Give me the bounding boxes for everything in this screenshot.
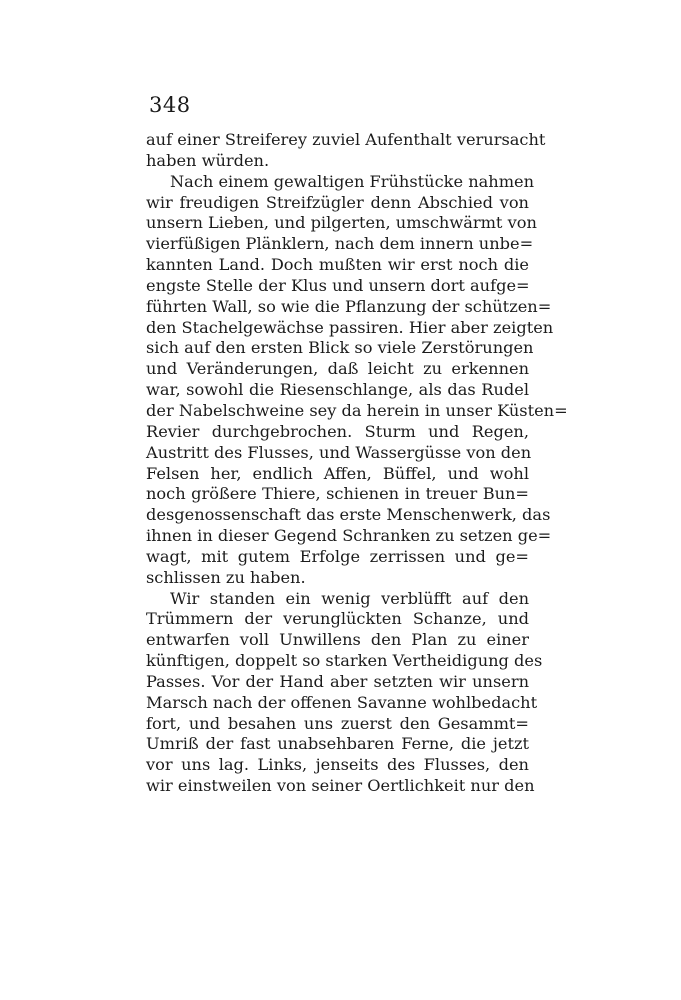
text-line: sich auf den ersten Blick so viele Zerstörungen <box>146 338 534 358</box>
text-line: kannten Land. Doch mußten wir erst noch die <box>146 255 529 275</box>
text-line: entwarfen voll Unwillens den Plan zu einer <box>146 630 529 650</box>
text-line: Marsch nach der offenen Savanne wohlbedacht <box>146 692 538 712</box>
text-line: Felsen her, endlich Affen, Büffel, und wohl <box>146 463 529 483</box>
text-line: war, sowohl die Riesenschlange, als das Rudel <box>146 380 529 400</box>
text-line: führten Wall, so wie die Pflanzung der schützen= <box>146 296 552 316</box>
text-line: haben würden. <box>146 150 270 170</box>
text-line: wagt, mit gutem Erfolge zerrissen und ge= <box>146 546 529 566</box>
text-line: engste Stelle der Klus und unsern dort aufge= <box>146 275 530 295</box>
text-line: unsern Lieben, und pilgerten, umschwärmt von <box>146 213 537 233</box>
text-line: Umriß der fast unabsehbaren Ferne, die jetzt <box>146 734 529 754</box>
page-number: 348 <box>149 93 191 117</box>
text-line: ihnen in dieser Gegend Schranken zu setzen ge= <box>146 526 552 546</box>
text-line: wir freudigen Streifzügler denn Abschied von <box>146 192 529 212</box>
body-text <box>146 130 568 797</box>
text-line: vor uns lag. Links, jenseits des Flusses, den <box>146 755 529 775</box>
text-line: wir einstweilen von seiner Oertlichkeit nur den <box>146 776 535 796</box>
text-line: Trümmern der verunglückten Schanze, und <box>146 609 529 629</box>
text-line: auf einer Streiferey zuviel Aufenthalt verursacht <box>146 130 546 149</box>
text-line: fort, und besahen uns zuerst den Gesammt= <box>146 713 529 733</box>
text-line: und Veränderungen, daß leicht zu erkennen <box>146 359 529 379</box>
text-line: künftigen, doppelt so starken Vertheidigung des <box>146 651 543 671</box>
text-line: Wir standen ein wenig verblüfft auf den <box>170 588 529 608</box>
text-line: Revier durchgebrochen. Sturm und Regen, <box>146 421 529 441</box>
text-line: Passes. Vor der Hand aber setzten wir unsern <box>146 671 529 691</box>
text-line: vierfüßigen Plänklern, nach dem innern unbe= <box>146 234 534 254</box>
text-line: Austritt des Flusses, und Wassergüsse von den <box>146 442 532 462</box>
text-line: schlissen zu haben. <box>146 567 306 587</box>
text-line: desgenossenschaft das erste Menschenwerk, das <box>146 505 551 525</box>
text-line: der Nabelschweine sey da herein in unser Küsten= <box>146 400 568 420</box>
text-line: Nach einem gewaltigen Frühstücke nahmen <box>170 171 535 191</box>
text-line: noch größere Thiere, schienen in treuer Bun= <box>146 484 529 504</box>
text-line: den Stachelgewächse passiren. Hier aber zeigten <box>146 317 554 337</box>
